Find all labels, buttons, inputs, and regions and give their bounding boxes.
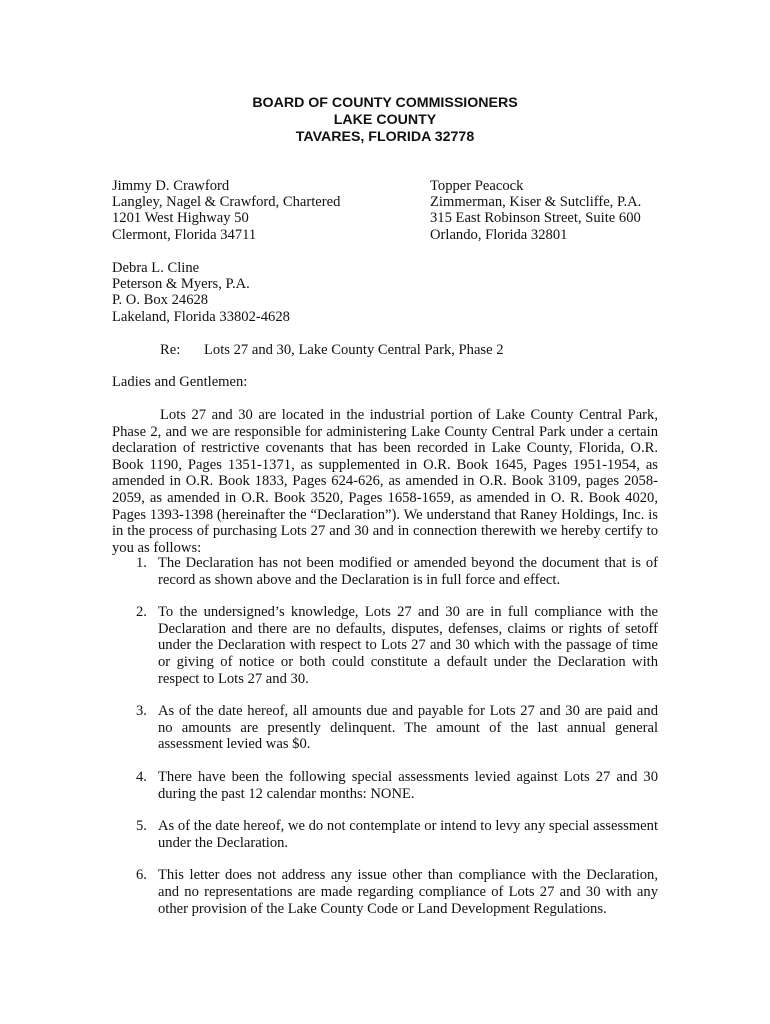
recipient-address-cline (112, 260, 290, 325)
item-number: 1. (136, 555, 147, 571)
recipient-city: Orlando, Florida 32801 (430, 226, 568, 243)
item-number: 6. (136, 867, 147, 884)
item-text: As of the date hereof, we do not contemplate or intend to levy any special assessment under the Declaration. (158, 818, 658, 851)
recipient-name: Debra L. Cline (112, 260, 200, 276)
recipient-street: P. O. Box 24628 (112, 292, 209, 309)
salutation: Ladies and Gentlemen: (112, 374, 248, 390)
recipient-firm: Langley, Nagel & Crawford, Chartered (112, 194, 341, 211)
item-text: There have been the following special assessments levied against Lots 27 and 30 during the past 12 calendar months: NONE. (158, 768, 658, 802)
letterhead-county: LAKE COUNTY (333, 112, 437, 128)
list-item (112, 703, 658, 753)
item-text: This letter does not address any issue other than compliance with the Declaration, and no representations are made regarding compliance of Lots 27 and 30 with any other provision of the Lake County Code or Land Development Regulations. (158, 867, 658, 917)
item-number: 4. (136, 768, 147, 785)
list-item (112, 818, 658, 851)
recipient-city: Clermont, Florida 34711 (112, 226, 257, 243)
recipient-name: Jimmy D. Crawford (112, 178, 230, 194)
item-text: As of the date hereof, all amounts due and payable for Lots 27 and 30 are paid and no amounts are presently delinquent. The amount of the last annual general assessment levied was $0. (158, 703, 658, 753)
subject-text: Lots 27 and 30, Lake County Central Park, Phase 2 (204, 342, 504, 358)
recipient-street: 315 East Robinson Street, Suite 600 (430, 210, 641, 227)
letterhead-board: BOARD OF COUNTY COMMISSIONERS (252, 95, 518, 111)
recipient-city: Lakeland, Florida 33802-4628 (112, 308, 290, 325)
letterhead (0, 95, 770, 146)
item-number: 2. (136, 604, 147, 621)
item-number: 3. (136, 703, 147, 720)
recipient-name: Topper Peacock (430, 178, 524, 194)
list-item (112, 769, 658, 802)
list-item (112, 604, 658, 687)
list-item (112, 555, 658, 588)
item-text: The Declaration has not been modified or amended beyond the document that is of record as shown above and the Declaration is in full force and effect. (158, 555, 658, 588)
letterhead-location: TAVARES, FLORIDA 32778 (295, 129, 475, 145)
item-number: 5. (136, 818, 147, 835)
recipient-address-peacock (430, 178, 641, 243)
recipient-firm: Peterson & Myers, P.A. (112, 276, 250, 293)
list-item (112, 867, 658, 917)
recipient-address-crawford (112, 178, 340, 243)
recipient-firm: Zimmerman, Kiser & Sutcliffe, P.A. (430, 194, 642, 211)
item-text: To the undersigned’s knowledge, Lots 27 and 30 are in full compliance with the Declaration and there are no defaults, disputes, defenses, claims or rights of setoff under the Declaration with respect to Lots 27 and 30 which with the passage of time or giving of notice or both could constitute a default under the Declaration with respect to Lots 27 and 30. (158, 604, 658, 687)
intro-paragraph: Lots 27 and 30 are located in the industrial portion of Lake County Central Park, Phase 2, and we are responsible for administering Lake County Central Park under a certain declaration of restrictive covenants that has been recorded in Lake County, Florida, O.R. Book 1190, Pages 1351-1371, as supplemented in O.R. Book 1645, Pages 1951-1954, as amended in O.R. Book 1833, Pages 624-626, as amended in O.R. Book 3109, pages 2058-2059, as amended in O.R. Book 3520, Pages 1658-1659, as amended in O. R. Book 4020, Pages 1393-1398 (hereinafter the “Declaration”). We understand that Raney Holdings, Inc. is in the process of purchasing Lots 27 and 30 and in connection therewith we hereby certify to you as follows: (112, 407, 658, 556)
subject-line (160, 342, 504, 358)
certification-list (112, 555, 658, 933)
recipient-street: 1201 West Highway 50 (112, 210, 249, 227)
subject-label: Re: (160, 342, 181, 358)
